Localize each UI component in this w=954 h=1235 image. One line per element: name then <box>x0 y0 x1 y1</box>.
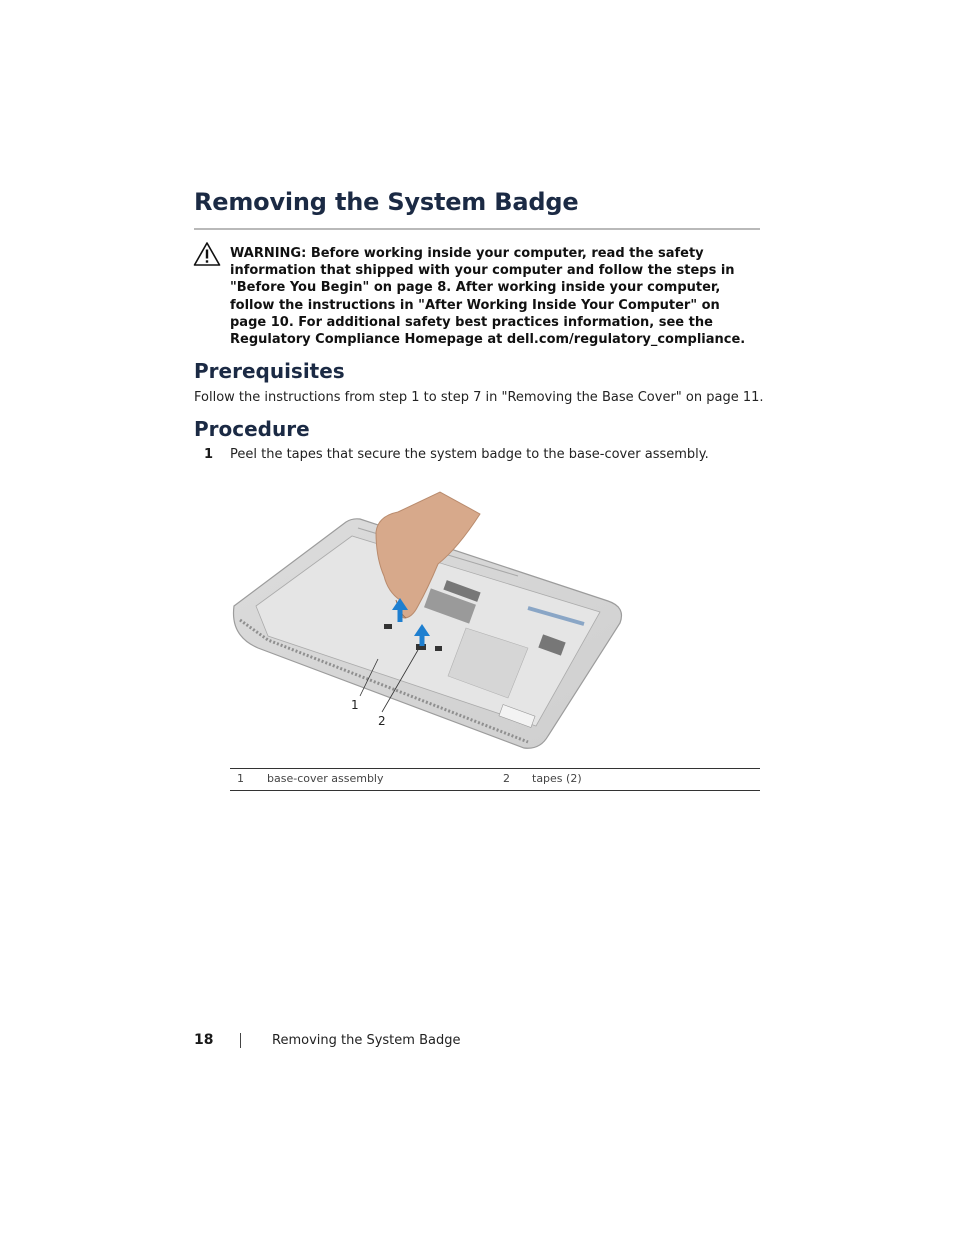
legend-label-1: base-cover assembly <box>267 772 384 785</box>
footer-section-title: Removing the System Badge <box>272 1033 461 1048</box>
prerequisites-heading: Prerequisites <box>194 359 345 383</box>
legend-number-1: 1 <box>237 772 244 785</box>
warning-text: WARNING: Before working inside your computer, read the safety information that shipped with your computer and follow the steps in "Before You Begin" on page 8. After working inside your computer, follow the instructions in "After Working Inside Your Computer" on page 10. For additional safety best practices information, see the Regulatory Compliance Homepage at dell.com/regulatory_compliance. <box>230 246 746 348</box>
base-cover-illustration <box>228 488 640 756</box>
legend-rule-top <box>230 768 760 769</box>
legend-rule-bottom <box>230 790 760 791</box>
procedure-heading: Procedure <box>194 417 310 441</box>
callout-1: 1 <box>351 698 359 712</box>
step-number: 1 <box>204 447 214 462</box>
step-text: Peel the tapes that secure the system badge to the base-cover assembly. <box>230 447 709 462</box>
warning-triangle-icon <box>193 241 221 267</box>
tape-patch <box>384 624 392 629</box>
page-number: 18 <box>194 1032 214 1048</box>
legend-number-2: 2 <box>503 772 510 785</box>
prerequisites-text: Follow the instructions from step 1 to step 7 in "Removing the Base Cover" on page 11. <box>194 390 764 405</box>
tape-patch <box>435 646 442 651</box>
page-title: Removing the System Badge <box>194 188 579 216</box>
legend-label-2: tapes (2) <box>532 772 582 785</box>
footer-separator <box>240 1033 241 1048</box>
title-divider <box>194 228 760 230</box>
callout-2: 2 <box>378 714 386 728</box>
